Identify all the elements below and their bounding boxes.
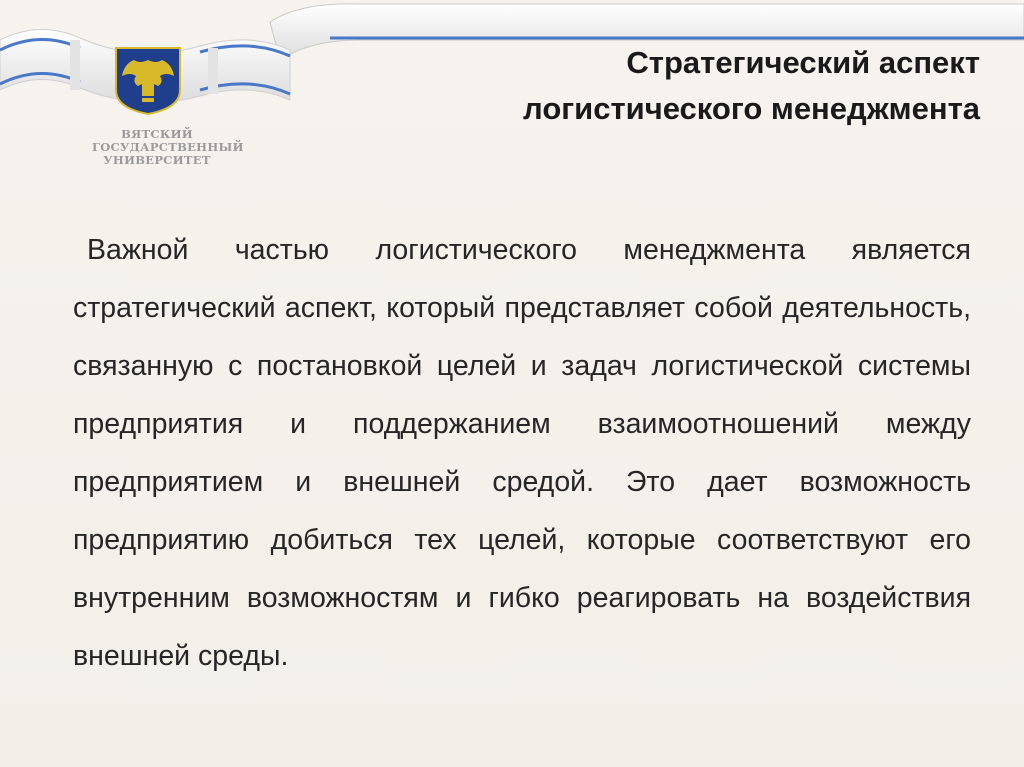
slide-title: [380, 40, 980, 132]
slide-title-line-2: логистического менеджмента: [523, 91, 980, 126]
university-line-3: УНИВЕРСИТЕТ: [103, 153, 211, 167]
slide-title-line-1: Стратегический аспект: [626, 45, 980, 80]
university-line-1: ВЯТСКИЙ: [121, 127, 193, 141]
body-paragraph: Важной частью логистического менеджмента является стратегический аспект, который представляет собой деятельность, связанную с постановкой целей и задач логистической системы предприятия и поддержанием взаимоотношений между предприятием и внешней средой. Это дает возможность предприятию добиться тех целей, которые соответствуют его внутренним возможностям и гибко реагировать на воздействия внешней среды.: [73, 234, 971, 672]
university-logo-text: [92, 127, 244, 167]
university-line-2: ГОСУДАРСТВЕННЫЙ: [92, 140, 244, 154]
eagle-crest-icon: [112, 46, 184, 116]
